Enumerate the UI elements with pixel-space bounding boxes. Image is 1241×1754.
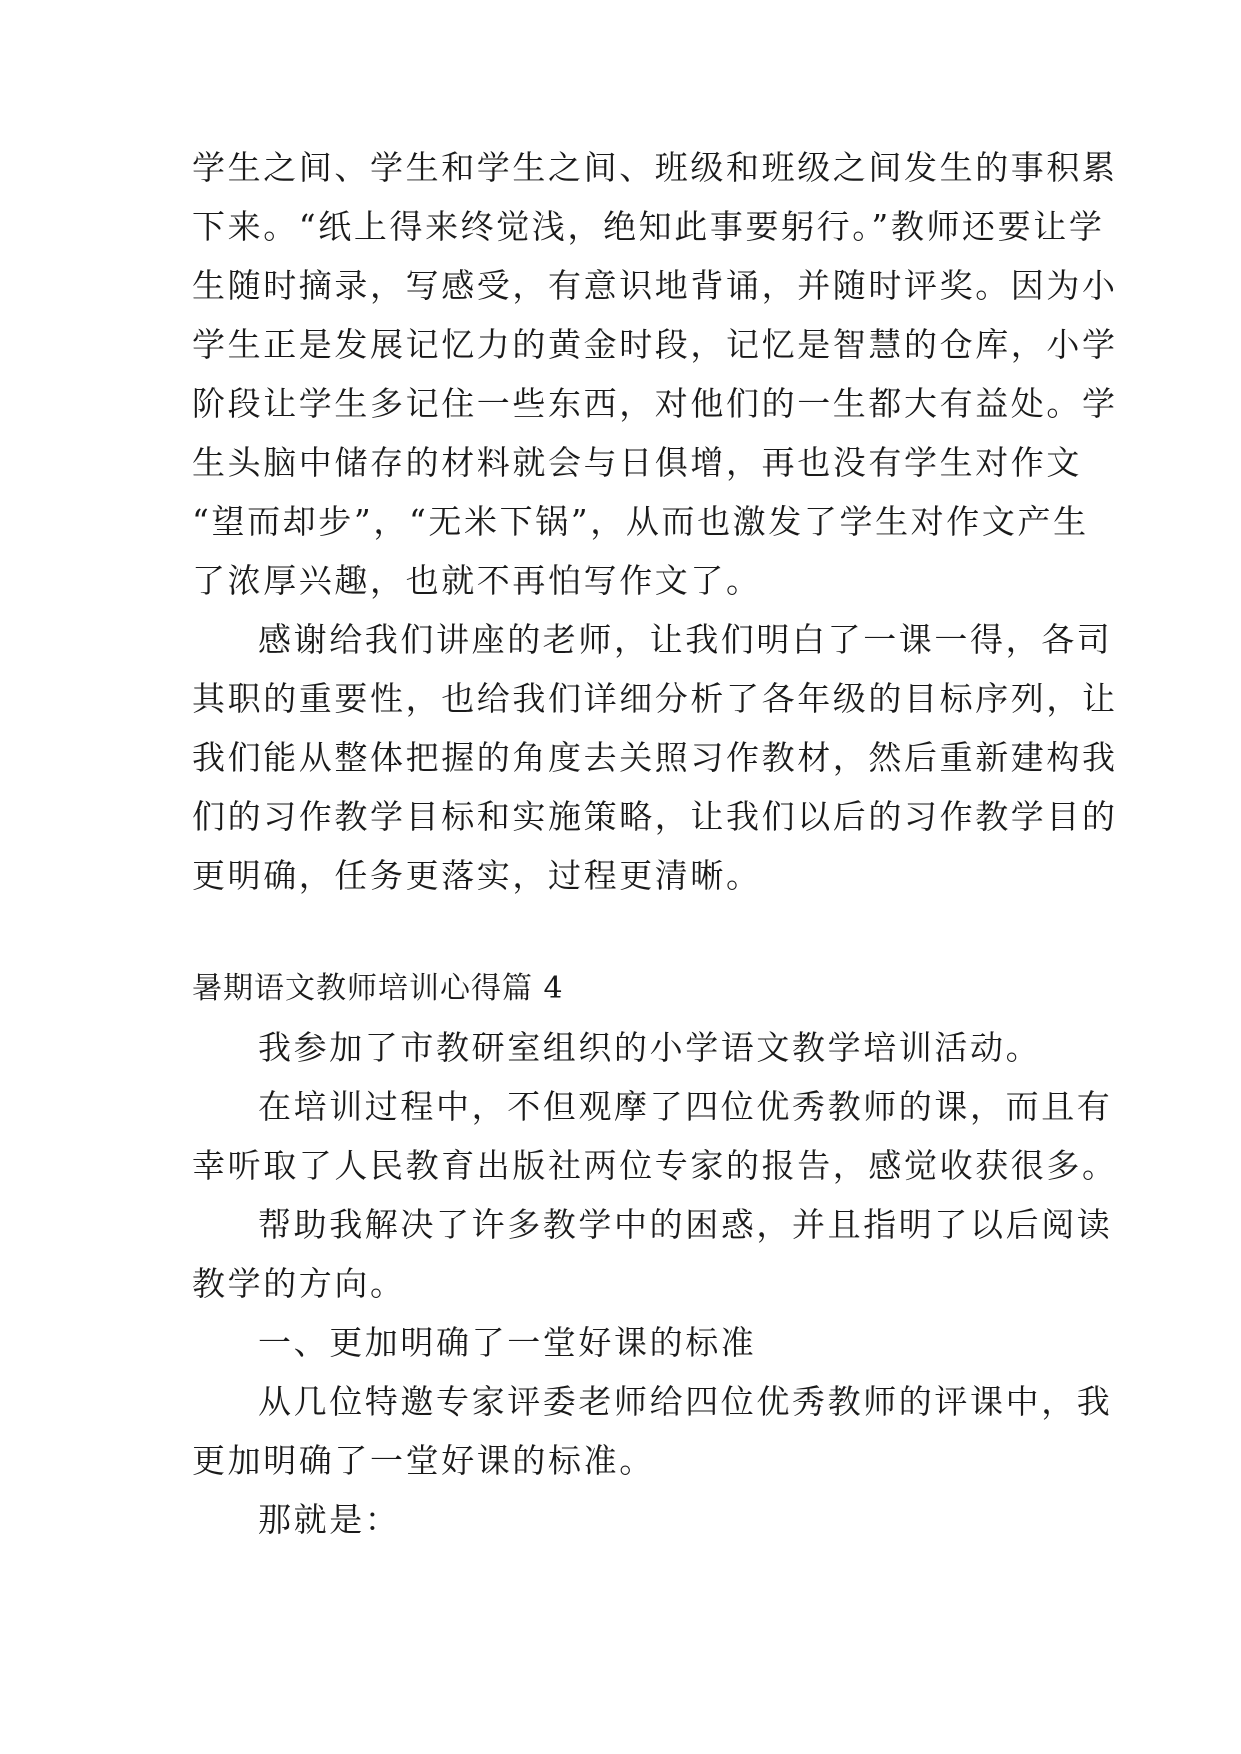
- paragraph-line: 幸听取了人民教育出版社两位专家的报告，感觉收获很多。: [192, 1146, 1118, 1185]
- paragraph-line: 那就是：: [258, 1500, 401, 1539]
- paragraph-line: 我们能从整体把握的角度去关照习作教材，然后重新建构我: [192, 738, 1118, 777]
- paragraph-line: 我参加了市教研室组织的小学语文教学培训活动。: [258, 1028, 1042, 1067]
- paragraph-line: 生头脑中储存的材料就会与日俱增，再也没有学生对作文: [192, 443, 1082, 482]
- paragraph-line: 更加明确了一堂好课的标准。: [192, 1441, 655, 1480]
- paragraph-line: 教学的方向。: [192, 1264, 406, 1303]
- paragraph-line: 在培训过程中，不但观摩了四位优秀教师的课，而且有: [258, 1087, 1113, 1126]
- paragraph-line: 从几位特邀专家评委老师给四位优秀教师的评课中，我: [258, 1382, 1113, 1421]
- paragraph-line: 下来。“纸上得来终觉浅，绝知此事要躬行。”教师还要让学: [192, 207, 1105, 246]
- paragraph-line: 帮助我解决了许多教学中的困惑，并且指明了以后阅读: [258, 1205, 1113, 1244]
- paragraph-line: 更明确，任务更落实，过程更清晰。: [192, 856, 762, 895]
- paragraph-line: 感谢给我们讲座的老师，让我们明白了一课一得，各司: [258, 620, 1113, 659]
- subheading: 一、更加明确了一堂好课的标准: [258, 1323, 757, 1362]
- paragraph-line: 阶段让学生多记住一些东西，对他们的一生都大有益处。学: [192, 384, 1118, 423]
- paragraph-line: “望而却步”，“无米下锅”，从而也激发了学生对作文产生: [192, 502, 1089, 541]
- section-heading: 暑期语文教师培训心得篇 4: [192, 971, 564, 1006]
- paragraph-line: 学生正是发展记忆力的黄金时段，记忆是智慧的仓库，小学: [192, 325, 1118, 364]
- paragraph-line: 了浓厚兴趣，也就不再怕写作文了。: [192, 561, 762, 600]
- paragraph-line: 们的习作教学目标和实施策略，让我们以后的习作教学目的: [192, 797, 1118, 836]
- paragraph-line: 生随时摘录，写感受，有意识地背诵，并随时评奖。因为小: [192, 266, 1118, 305]
- paragraph-line: 其职的重要性，也给我们详细分析了各年级的目标序列，让: [192, 679, 1118, 718]
- paragraph-line: 学生之间、学生和学生之间、班级和班级之间发生的事积累: [192, 148, 1118, 187]
